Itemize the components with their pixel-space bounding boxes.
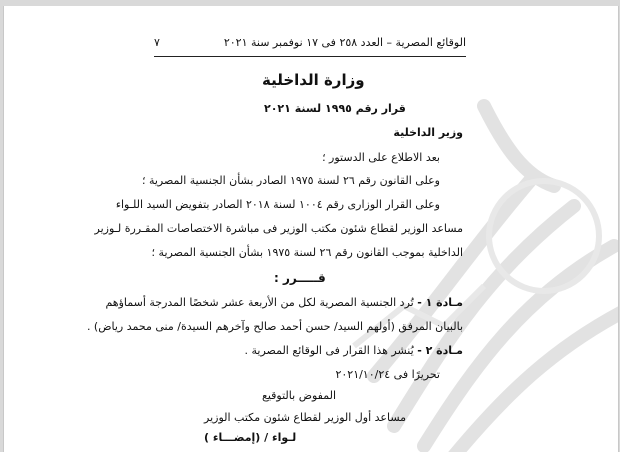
document-page [3,6,619,452]
article-2-label: مـادة ٢ - [417,344,463,357]
article-1-label: مـادة ١ - [417,296,463,309]
preamble-line-3: وعلى القرار الوزارى رقم ١٠٠٤ لسنة ٢٠١٨ الصادر بتفويض السيد اللـواء [115,198,440,211]
decree-title: قرار رقم ١٩٩٥ لسنة ٢٠٢١ [264,102,406,115]
signature-rank: لـواء / (إمضـــاء ) [204,431,297,444]
article-1-line-1 [105,296,463,309]
article-2-text: يُنشر هذا القرار فى الوقائع المصرية . [244,344,414,357]
preamble-line-2: وعلى القانون رقم ٢٦ لسنة ١٩٧٥ الصادر بشأن الجنسية المصرية ؛ [141,174,440,187]
preamble-line-4: مساعد الوزير لقطاع شئون مكتب الوزير فى مباشرة الاختصاصات المقـررة لـوزير [94,222,463,235]
issued-date: تحريرًا فى ٢٠٢١/١٠/٢٤ [335,368,440,381]
article-1-line-2: بالبيان المرفق (أولهم السيد/ حسن أحمد صالح وآخرهم السيدة/ منى محمد رياض) . [86,320,463,333]
ministry-title: وزارة الداخلية [262,71,365,89]
running-header [154,36,466,54]
preamble-line-1: بعد الاطلاع على الدستور ؛ [322,151,440,164]
decided-heading: قـــــرر : [274,271,326,285]
signature-authorized: المفوض بالتوقيع [262,389,337,402]
gazette-header-title: الوقائع المصرية – العدد ٢٥٨ فى ١٧ نوفمبر سنة ٢٠٢١ [223,36,466,49]
article-1-text: تُرد الجنسية المصرية لكل من الأربعة عشر شخصًا المدرجة أسماؤهم [105,296,414,309]
article-2 [245,344,463,357]
header-rule [154,56,466,57]
preamble-line-5: الداخلية بموجب القانون رقم ٢٦ لسنة ١٩٧٥ بشأن الجنسية المصرية ؛ [151,246,463,259]
minister-heading: وزير الداخلية [393,126,463,139]
page-number: ٧ [154,36,160,49]
signature-title: مساعد أول الوزير لقطاع شئون مكتب الوزير [204,411,407,424]
